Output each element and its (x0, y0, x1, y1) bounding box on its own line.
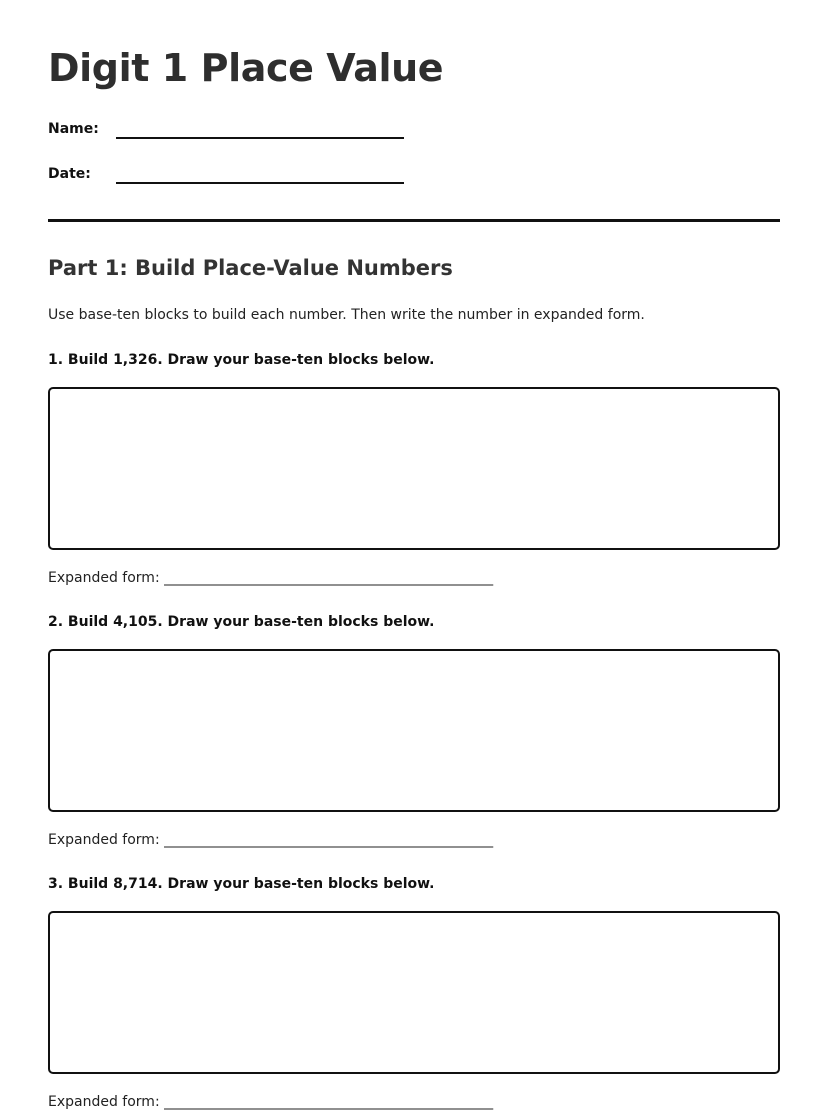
name-label: Name: (48, 121, 99, 137)
question-2-prompt: 2. Build 4,105. Draw your base-ten blocks below. (48, 614, 435, 630)
part-1-heading: Part 1: Build Place-Value Numbers (48, 256, 453, 280)
worksheet-title: Digit 1 Place Value (48, 46, 444, 90)
question-2-expanded-form[interactable]: Expanded form: _______________________________________________ (48, 832, 494, 848)
question-1-drawing-box[interactable] (48, 387, 780, 550)
name-write-line[interactable] (116, 137, 404, 139)
date-field-row (48, 162, 408, 186)
header-divider (48, 219, 780, 222)
question-1-prompt: 1. Build 1,326. Draw your base-ten blocks below. (48, 352, 435, 368)
question-1-expanded-form[interactable]: Expanded form: _______________________________________________ (48, 570, 494, 586)
name-field-row (48, 117, 408, 141)
question-3-prompt: 3. Build 8,714. Draw your base-ten blocks below. (48, 876, 435, 892)
date-label: Date: (48, 166, 91, 182)
question-3-drawing-box[interactable] (48, 911, 780, 1074)
part-1-instructions: Use base-ten blocks to build each number. Then write the number in expanded form. (48, 307, 645, 323)
date-write-line[interactable] (116, 182, 404, 184)
question-3-expanded-form[interactable]: Expanded form: _______________________________________________ (48, 1094, 494, 1110)
question-2-drawing-box[interactable] (48, 649, 780, 812)
